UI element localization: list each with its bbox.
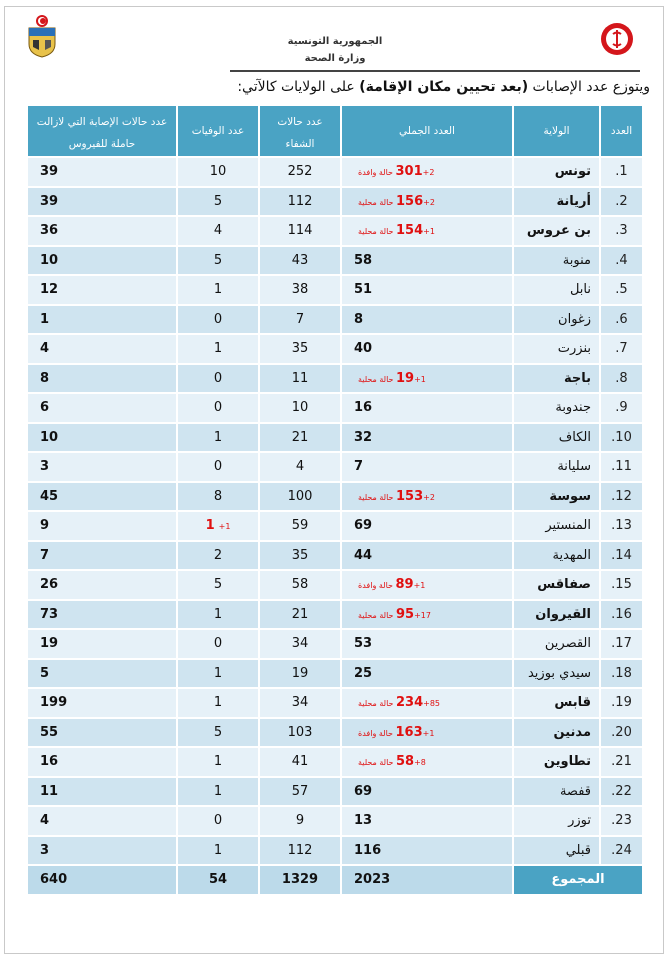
- table-row: [28, 630, 642, 658]
- row-governorate: مدنين: [514, 719, 599, 747]
- row-deaths: [178, 276, 258, 304]
- row-total-value: 95: [396, 606, 415, 622]
- row-recovered: 19: [260, 660, 340, 688]
- row-total: [342, 601, 512, 629]
- table-row: [28, 217, 642, 245]
- row-active: 39: [28, 188, 176, 216]
- row-active: 36: [28, 217, 176, 245]
- row-governorate: زغوان: [514, 306, 599, 334]
- row-active: 10: [28, 247, 176, 275]
- row-deaths-value: 5: [213, 193, 223, 209]
- row-deaths-value: 0: [213, 636, 223, 652]
- row-total: [342, 453, 512, 481]
- row-active: 39: [28, 158, 176, 186]
- row-total: [342, 424, 512, 452]
- table-row: [28, 365, 642, 393]
- table-body: [28, 158, 642, 894]
- row-deaths: [178, 837, 258, 865]
- row-deaths-value: 5: [213, 724, 223, 740]
- table-row: [28, 719, 642, 747]
- row-governorate: باجة: [514, 365, 599, 393]
- ministry-logo-icon: [600, 22, 634, 56]
- row-deaths-value: 5: [213, 252, 223, 268]
- row-governorate: تطاوين: [514, 748, 599, 776]
- row-total: [342, 689, 512, 717]
- row-active: 10: [28, 424, 176, 452]
- row-total: [342, 306, 512, 334]
- row-recovered: 112: [260, 837, 340, 865]
- header-active-bottom: حاملة للفيروس: [68, 138, 136, 150]
- row-governorate: نابل: [514, 276, 599, 304]
- row-total: [342, 512, 512, 540]
- row-active: 4: [28, 335, 176, 363]
- row-number: 9.: [601, 394, 642, 422]
- row-deaths-value: 1: [213, 606, 223, 622]
- table-row: [28, 778, 642, 806]
- row-total-value: 19: [396, 370, 415, 386]
- intro-sentence: [237, 79, 650, 95]
- row-total-value: 116: [354, 842, 382, 858]
- table-row: [28, 542, 642, 570]
- row-deaths-value: 0: [213, 459, 223, 475]
- table-row: [28, 660, 642, 688]
- row-total: [342, 660, 512, 688]
- row-recovered: 34: [260, 630, 340, 658]
- row-active: 199: [28, 689, 176, 717]
- row-governorate: سوسة: [514, 483, 599, 511]
- row-active: 73: [28, 601, 176, 629]
- ministry-title: وزارة الصحة: [304, 53, 366, 64]
- row-active: 19: [28, 630, 176, 658]
- row-governorate: سليانة: [514, 453, 599, 481]
- sum-row: [28, 866, 642, 894]
- row-deaths: [178, 394, 258, 422]
- row-deaths: [178, 365, 258, 393]
- header-num: العدد: [601, 106, 642, 156]
- row-total-value: 32: [354, 429, 373, 445]
- row-governorate: جندوبة: [514, 394, 599, 422]
- cases-table: [26, 104, 644, 896]
- row-recovered: 43: [260, 247, 340, 275]
- row-governorate: توزر: [514, 807, 599, 835]
- intro-after: على الولايات كالآتي:: [237, 79, 360, 95]
- header-recovered: [260, 106, 340, 156]
- row-governorate: القصرين: [514, 630, 599, 658]
- row-total-value: 51: [354, 282, 373, 298]
- row-deaths: [178, 689, 258, 717]
- tunisia-emblem-icon: [25, 14, 59, 58]
- sum-recovered: 1329: [260, 866, 340, 894]
- row-number: 17.: [601, 630, 642, 658]
- row-active: 3: [28, 837, 176, 865]
- row-deaths: [178, 571, 258, 599]
- header-active-top: عدد حالات الإصابة التي لازالت: [36, 116, 168, 128]
- row-number: 2.: [601, 188, 642, 216]
- row-number: 1.: [601, 158, 642, 186]
- row-total-value: 40: [354, 341, 373, 357]
- row-governorate: قبلي: [514, 837, 599, 865]
- row-deaths-value: 1: [213, 341, 223, 357]
- row-number: 22.: [601, 778, 642, 806]
- row-active: 45: [28, 483, 176, 511]
- table-row: [28, 335, 642, 363]
- row-deaths: [178, 512, 258, 540]
- row-deaths: [178, 247, 258, 275]
- row-deaths-value: 8: [213, 488, 223, 504]
- row-governorate: سيدي بوزيد: [514, 660, 599, 688]
- row-number: 4.: [601, 247, 642, 275]
- row-number: 19.: [601, 689, 642, 717]
- row-number: 14.: [601, 542, 642, 570]
- row-deaths-value: 1: [213, 282, 223, 298]
- row-recovered: 35: [260, 335, 340, 363]
- sum-total: 2023: [342, 866, 512, 894]
- table-row: [28, 689, 642, 717]
- row-active: 8: [28, 365, 176, 393]
- row-recovered: 103: [260, 719, 340, 747]
- row-governorate: بنزرت: [514, 335, 599, 363]
- row-total: [342, 542, 512, 570]
- row-total-value: 153: [396, 488, 424, 504]
- row-recovered: 252: [260, 158, 340, 186]
- row-total-note: +1 حالة وافدة: [358, 581, 426, 591]
- table-row: [28, 424, 642, 452]
- row-total: [342, 719, 512, 747]
- row-number: 16.: [601, 601, 642, 629]
- row-deaths: [178, 601, 258, 629]
- row-total: [342, 571, 512, 599]
- row-total-note: +85 حالة محلية: [358, 699, 441, 709]
- row-deaths-value: 1: [213, 665, 223, 681]
- row-deaths: [178, 660, 258, 688]
- row-recovered: 11: [260, 365, 340, 393]
- republic-title: الجمهورية التونسية: [287, 36, 383, 47]
- row-number: 3.: [601, 217, 642, 245]
- row-governorate: قفصة: [514, 778, 599, 806]
- row-active: 12: [28, 276, 176, 304]
- row-governorate: المهدية: [514, 542, 599, 570]
- row-recovered: 57: [260, 778, 340, 806]
- row-total: [342, 778, 512, 806]
- header-total: العدد الجملي: [342, 106, 512, 156]
- row-active: 11: [28, 778, 176, 806]
- sum-label: المجموع: [514, 866, 642, 894]
- header-governorate: الولاية: [514, 106, 599, 156]
- row-deaths-value: 0: [213, 311, 223, 327]
- row-recovered: 7: [260, 306, 340, 334]
- row-total-value: 25: [354, 665, 373, 681]
- row-deaths-value: 5: [213, 577, 223, 593]
- row-recovered: 10: [260, 394, 340, 422]
- row-deaths-value: 4: [213, 223, 223, 239]
- row-total-value: 8: [354, 311, 364, 327]
- row-number: 5.: [601, 276, 642, 304]
- row-deaths: [178, 807, 258, 835]
- row-active: 1: [28, 306, 176, 334]
- row-number: 10.: [601, 424, 642, 452]
- row-deaths: [178, 453, 258, 481]
- table-row: [28, 512, 642, 540]
- row-recovered: 100: [260, 483, 340, 511]
- row-total-value: 156: [396, 193, 424, 209]
- row-number: 13.: [601, 512, 642, 540]
- row-total-value: 16: [354, 400, 373, 416]
- row-deaths-value: 0: [213, 370, 223, 386]
- row-deaths-note: +1: [218, 522, 231, 532]
- row-recovered: 21: [260, 424, 340, 452]
- row-governorate: قابس: [514, 689, 599, 717]
- row-total: [342, 217, 512, 245]
- row-total: [342, 630, 512, 658]
- row-deaths-value: 1: [213, 429, 223, 445]
- row-total-value: 154: [396, 223, 424, 239]
- row-total-value: 58: [354, 252, 373, 268]
- row-number: 6.: [601, 306, 642, 334]
- row-total-note: +17 حالة محلية: [358, 610, 431, 620]
- row-total: [342, 483, 512, 511]
- row-governorate: المنستير: [514, 512, 599, 540]
- row-total-value: 58: [396, 754, 415, 770]
- row-total-note: +1 حالة محلية: [358, 374, 426, 384]
- row-deaths-value: 0: [213, 813, 223, 829]
- row-deaths-value: 2: [213, 547, 223, 563]
- row-recovered: 35: [260, 542, 340, 570]
- row-recovered: 9: [260, 807, 340, 835]
- row-total-note: +8 حالة محلية: [358, 758, 426, 768]
- row-number: 7.: [601, 335, 642, 363]
- table-row: [28, 276, 642, 304]
- row-total-value: 69: [354, 518, 373, 534]
- row-total: [342, 837, 512, 865]
- row-total-value: 163: [395, 724, 423, 740]
- row-number: 23.: [601, 807, 642, 835]
- row-deaths-value: 1: [213, 695, 223, 711]
- header-recovered-bottom: الشفاء: [285, 138, 315, 150]
- row-total-note: +2 حالة محلية: [358, 492, 435, 502]
- table-row: [28, 453, 642, 481]
- row-total: [342, 335, 512, 363]
- row-deaths-value: 1: [213, 783, 223, 799]
- row-active: 55: [28, 719, 176, 747]
- row-total-value: 89: [395, 577, 414, 593]
- row-deaths-value: 10: [209, 164, 227, 180]
- row-governorate: بن عروس: [514, 217, 599, 245]
- row-number: 8.: [601, 365, 642, 393]
- table-row: [28, 483, 642, 511]
- row-total-note: +2 حالة وافدة: [358, 168, 435, 178]
- table-row: [28, 807, 642, 835]
- row-deaths: [178, 217, 258, 245]
- row-active: 16: [28, 748, 176, 776]
- row-recovered: 21: [260, 601, 340, 629]
- row-deaths: [178, 306, 258, 334]
- row-recovered: 34: [260, 689, 340, 717]
- row-recovered: 4: [260, 453, 340, 481]
- row-number: 20.: [601, 719, 642, 747]
- row-total-value: 69: [354, 783, 373, 799]
- row-active: 5: [28, 660, 176, 688]
- table-row: [28, 188, 642, 216]
- row-deaths: [178, 748, 258, 776]
- row-total: [342, 188, 512, 216]
- row-governorate: الكاف: [514, 424, 599, 452]
- row-active: 4: [28, 807, 176, 835]
- table-row: [28, 158, 642, 186]
- row-total-note: +2 حالة محلية: [358, 197, 435, 207]
- row-governorate: تونس: [514, 158, 599, 186]
- row-number: 12.: [601, 483, 642, 511]
- row-total: [342, 158, 512, 186]
- row-recovered: 114: [260, 217, 340, 245]
- row-active: 3: [28, 453, 176, 481]
- table-row: [28, 306, 642, 334]
- row-deaths: [178, 542, 258, 570]
- sum-active: 640: [28, 866, 176, 894]
- row-number: 21.: [601, 748, 642, 776]
- row-governorate: منوبة: [514, 247, 599, 275]
- row-total: [342, 807, 512, 835]
- row-deaths-value: 1: [213, 842, 223, 858]
- row-total-value: 44: [354, 547, 373, 563]
- header-divider: [230, 70, 640, 72]
- row-recovered: 59: [260, 512, 340, 540]
- row-deaths-value: 1: [205, 518, 215, 534]
- table-row: [28, 748, 642, 776]
- row-deaths-value: 0: [213, 400, 223, 416]
- intro-bold: (بعد تحيين مكان الإقامة): [359, 79, 529, 95]
- row-governorate: أريانة: [514, 188, 599, 216]
- intro-before: ويتوزع عدد الإصابات: [528, 79, 650, 95]
- row-total-value: 7: [354, 459, 364, 475]
- row-number: 18.: [601, 660, 642, 688]
- row-recovered: 58: [260, 571, 340, 599]
- row-number: 24.: [601, 837, 642, 865]
- row-total: [342, 247, 512, 275]
- row-deaths: [178, 630, 258, 658]
- row-total-value: 234: [396, 695, 424, 711]
- table-row: [28, 601, 642, 629]
- row-active: 6: [28, 394, 176, 422]
- row-active: 26: [28, 571, 176, 599]
- row-deaths: [178, 778, 258, 806]
- row-number: 15.: [601, 571, 642, 599]
- row-total-note: +1 حالة وافدة: [358, 728, 435, 738]
- table-row: [28, 571, 642, 599]
- sum-deaths: 54: [178, 866, 258, 894]
- row-governorate: صفاقس: [514, 571, 599, 599]
- row-total-value: 53: [354, 636, 373, 652]
- table-row: [28, 837, 642, 865]
- row-total-note: +1 حالة محلية: [358, 227, 435, 237]
- row-deaths-value: 1: [213, 754, 223, 770]
- row-total-value: 301: [395, 164, 423, 180]
- row-deaths: [178, 719, 258, 747]
- table-row: [28, 247, 642, 275]
- row-total: [342, 276, 512, 304]
- row-recovered: 38: [260, 276, 340, 304]
- row-deaths: [178, 424, 258, 452]
- table-row: [28, 394, 642, 422]
- header-active: [28, 106, 176, 156]
- row-governorate: القيروان: [514, 601, 599, 629]
- row-recovered: 112: [260, 188, 340, 216]
- row-number: 11.: [601, 453, 642, 481]
- row-active: 7: [28, 542, 176, 570]
- row-total: [342, 748, 512, 776]
- row-deaths: [178, 188, 258, 216]
- row-recovered: 41: [260, 748, 340, 776]
- row-deaths: [178, 483, 258, 511]
- header-deaths: عدد الوفيات: [178, 106, 258, 156]
- header-recovered-top: عدد حالات: [277, 116, 323, 128]
- row-deaths: [178, 158, 258, 186]
- row-total: [342, 394, 512, 422]
- row-total: [342, 365, 512, 393]
- row-active: 9: [28, 512, 176, 540]
- row-deaths: [178, 335, 258, 363]
- row-total-value: 13: [354, 813, 373, 829]
